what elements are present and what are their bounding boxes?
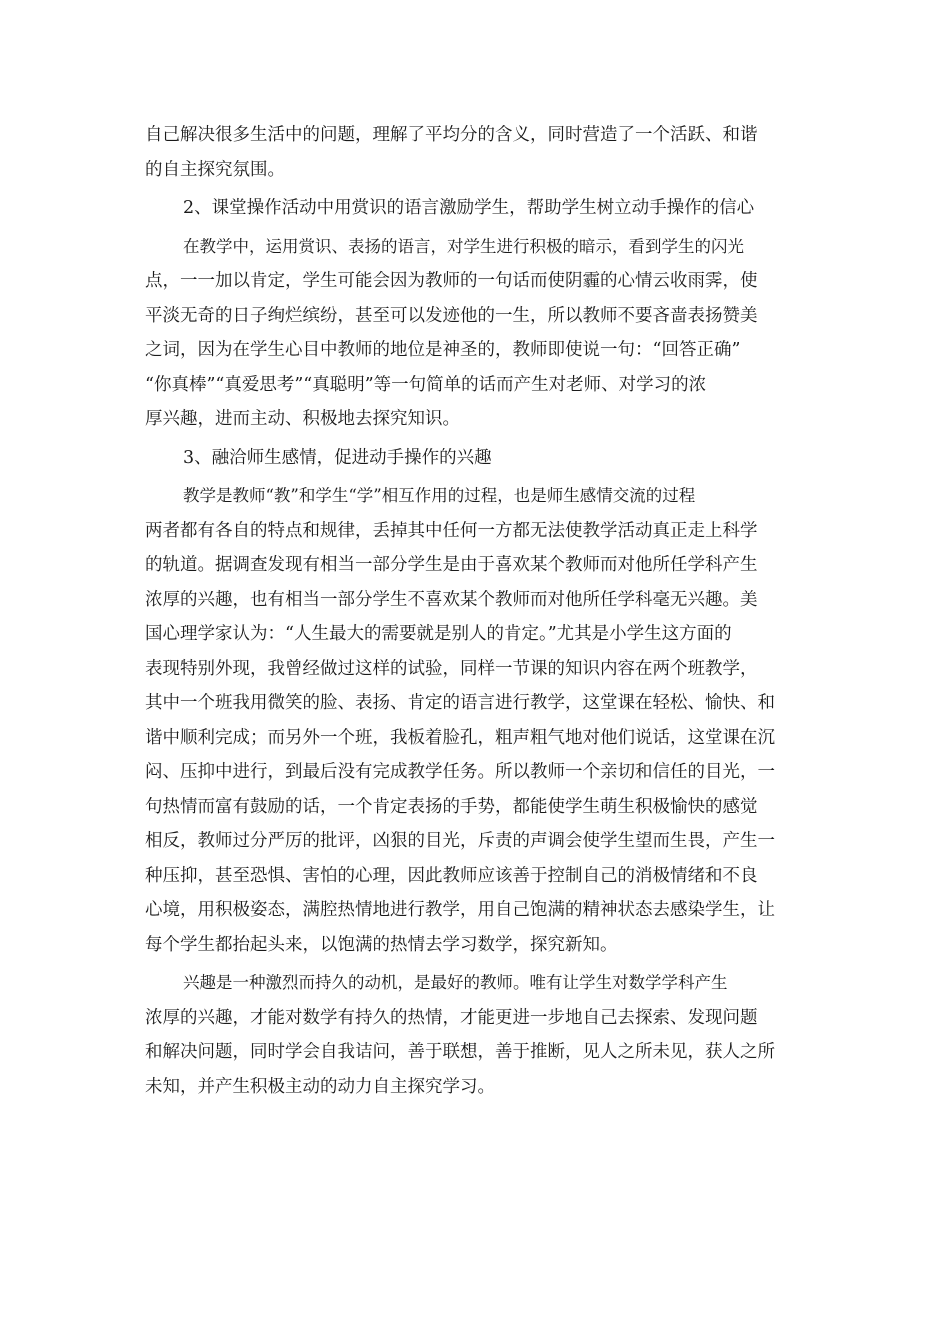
heading-text: 3、融洽师生感情，促进动手操作的兴趣 [183,447,492,468]
text-line: 厚兴趣，进而主动、积极地去探究知识。 [145,409,460,429]
section-heading-3 [145,441,810,476]
heading-text: 2、课堂操作活动中用赏识的语言激励学生，帮助学生树立动手操作的信心 [183,198,755,218]
text-line: 浓厚的兴趣，也有相当一部分学生不喜欢某个教师而对他所任学科毫无兴趣。美 [145,589,758,610]
paragraph-interest-conclusion [145,966,810,1104]
text-line: 闷、压抑中进行，到最后没有完成教学任务。所以教师一个亲切和信任的目光，一 [145,762,775,782]
text-line: 句热情而富有鼓励的话，一个肯定表扬的手势，都能使学生萌生积极愉快的感觉 [145,796,758,817]
text-line: 国心理学家认为：“人生最大的需要就是别人的肯定。”尤其是小学生这方面的 [145,624,732,644]
text-line: 自己解决很多生活中的问题，理解了平均分的含义，同时营造了一个活跃、和谐 [145,125,758,145]
document-body [145,118,810,1108]
text-line: 谐中顺利完成；而另外一个班，我板着脸孔，粗声粗气地对他们说话，这堂课在沉 [145,727,775,748]
text-line: 教学是教师“教”和学生“学”相互作用的过程，也是师生感情交流的过程 [183,486,696,505]
text-line: 相反，教师过分严厉的批评，凶狠的目光，斥责的声调会使学生望而生畏，产生一 [145,831,775,851]
text-line: “你真棒”“真爱思考”“真聪明”等一句简单的话而产生对老师、对学习的浓 [145,374,707,395]
paragraph-praise-language [145,230,810,437]
text-line: 种压抑，甚至恐惧、害怕的心理，因此教师应该善于控制自己的消极情绪和不良 [145,865,758,886]
section-heading-2 [145,191,810,226]
text-line: 的轨道。据调查发现有相当一部分学生是由于喜欢某个教师而对他所任学科产生 [145,555,758,575]
text-line: 和解决问题，同时学会自我诘问，善于联想，善于推断，见人之所未见，获人之所 [145,1042,775,1062]
text-line: 浓厚的兴趣，才能对数学有持久的热情，才能更进一步地自己去探索、发现问题 [145,1007,758,1028]
text-line: 平淡无奇的日子绚烂缤纷，甚至可以发迹他的一生，所以教师不要吝啬表扬赞美 [145,305,758,326]
text-line: 之词，因为在学生心目中教师的地位是神圣的，教师即使说一句：“回答正确” [145,340,741,360]
text-line: 未知，并产生积极主动的动力自主探究学习。 [145,1076,495,1097]
text-line: 两者都有各自的特点和规律，丢掉其中任何一方都无法使教学活动真正走上科学 [145,520,758,541]
text-line: 表现特别外现，我曾经做过这样的试验，同样一节课的知识内容在两个班教学， [145,658,758,679]
text-line: 在教学中，运用赏识、表扬的语言，对学生进行积极的暗示，看到学生的闪光 [183,236,744,256]
text-line: 点，一一加以肯定，学生可能会因为教师的一句话而使阴霾的心情云收雨霁，使 [145,271,758,291]
text-line: 心境，用积极姿态，满腔热情地进行教学，用自己饱满的精神状态去感染学生，让 [145,900,775,920]
text-line: 兴趣是一种激烈而持久的动机，是最好的教师。唯有让学生对数学学科产生 [183,973,728,992]
text-line: 每个学生都抬起头来，以饱满的热情去学习数学，探究新知。 [145,934,618,955]
paragraph-continuation [145,118,810,187]
text-line: 其中一个班我用微笑的脸、表扬、肯定的语言进行教学，这堂课在轻松、愉快、和 [145,693,775,713]
paragraph-teacher-student-emotion [145,479,810,962]
text-line: 的自主探究氛围。 [145,159,285,180]
